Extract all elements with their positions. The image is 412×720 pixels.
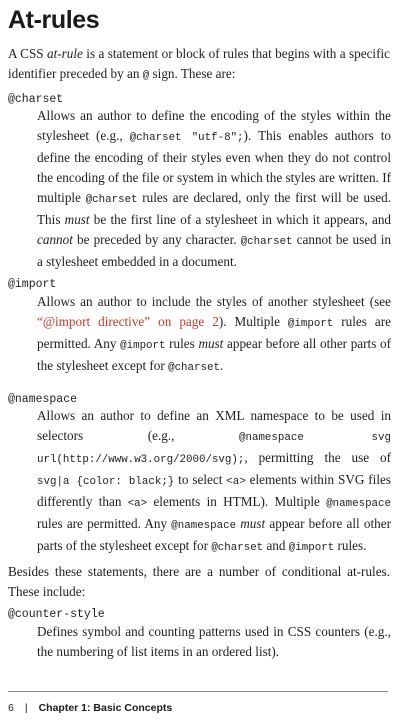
term-counter-style: @counter-style (8, 608, 105, 621)
page-footer (8, 702, 172, 714)
page-number: 6 (8, 702, 14, 714)
section-heading: At-rules (8, 6, 100, 34)
chapter-title: Chapter 1: Basic Concepts (38, 702, 173, 714)
term-import: @import (8, 278, 57, 291)
footer-separator: | (24, 702, 28, 714)
footer-divider (8, 691, 388, 692)
term-charset: @charset (8, 93, 64, 106)
conditional-rules-paragraph: Besides these statements, there are a number of conditional at-rules. These include: (8, 564, 390, 599)
term-namespace: @namespace (8, 393, 78, 406)
intro-paragraph: A CSS at-rule is a statement or block of rules that begins with a specific identifier preceded by an @ sign. These are: (8, 46, 390, 82)
definition-charset: Allows an author to define the encoding of the styles within the stylesheet (e.g., @charset "utf-8";). This enables authors to define the encoding of their styles even when they do not control the encoding of the file or system in which the styles are written. If multiple @charset rules are declared, only the first will be used. This must be the first line of a stylesheet in which it appears, and cannot be preceded by any character. @charset cannot be used in a stylesheet embedded in a document. (37, 108, 392, 269)
definition-counter-style: Defines symbol and counting patterns used in CSS counters (e.g., the numbering of list items in an ordered list). (37, 624, 391, 659)
definition-namespace: Allows an author to define an XML namespace to be used in selectors (e.g., @namespace svg url(http://www.w3.org/2000/svg);, permitting the use of svg|a {color: black;} to select <a> elements within SVG files differently than <a> elements in HTML). Multiple @namespace rules are permitted. Any @namespace must appear before all other parts of the stylesheet except for @charset and @import rules. (37, 408, 392, 554)
definition-import: Allows an author to include the styles of another stylesheet (see “@import directive” on page 2). Multiple @import rules are permitted. Any @import rules must appear before all other parts of the stylesheet except for @charset. (37, 294, 392, 374)
import-directive-link[interactable]: “@import directive” on page 2 (37, 314, 219, 329)
